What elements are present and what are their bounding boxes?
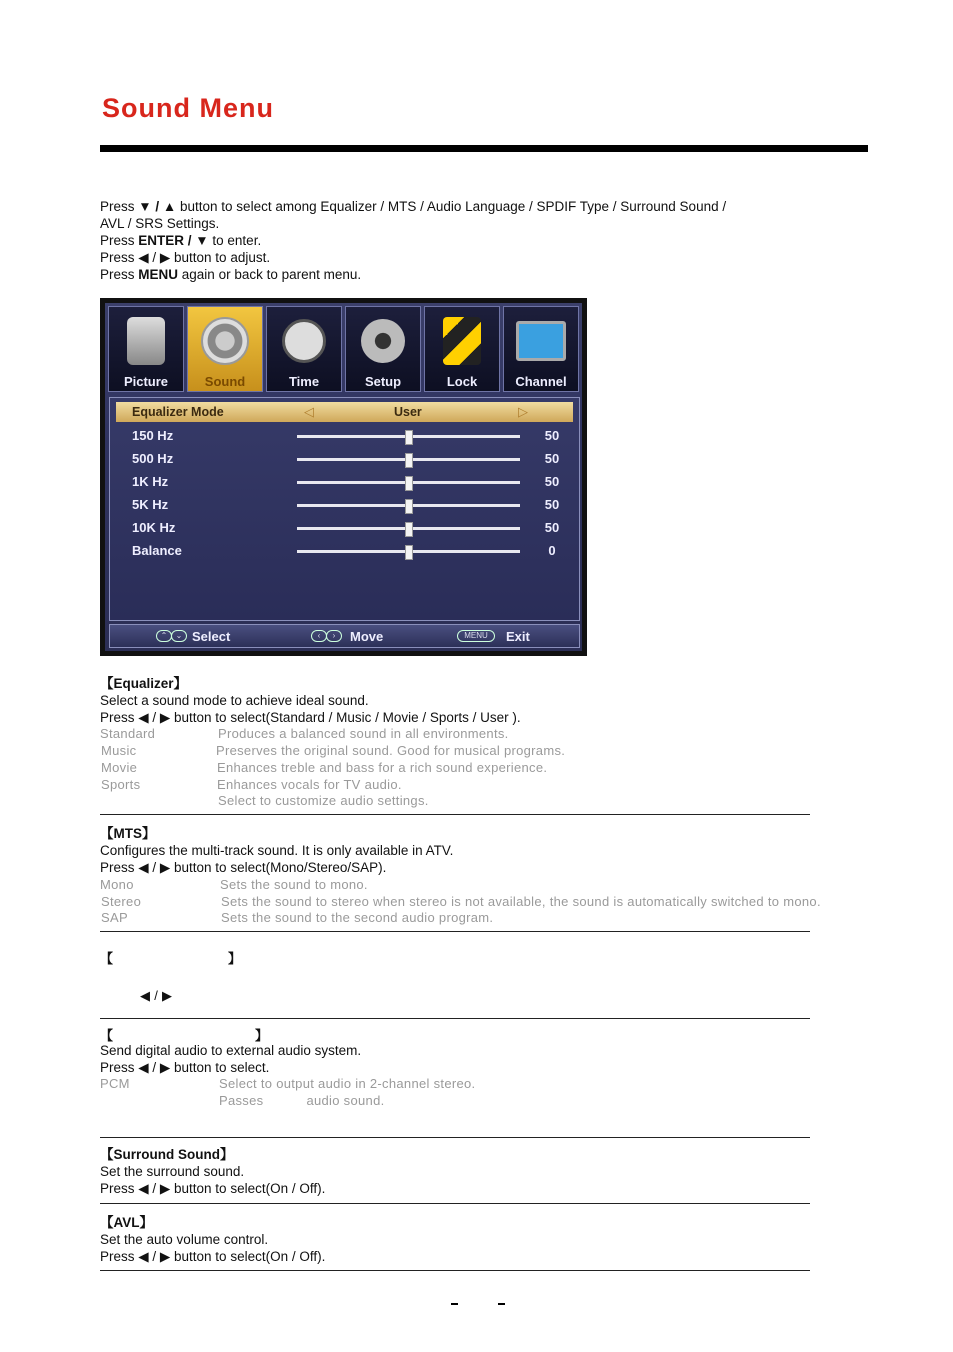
band-slider-thumb[interactable]: [405, 453, 413, 468]
balance-slider-track[interactable]: [297, 550, 520, 553]
band-slider-thumb[interactable]: [405, 430, 413, 445]
section-heading: 【AVL】: [100, 1215, 153, 1230]
up-down-icon: ⌃: [156, 630, 172, 642]
chevron-left-icon[interactable]: ◁: [304, 404, 314, 419]
chevron-right-icon[interactable]: ▷: [518, 404, 528, 419]
intro-instructions: [100, 198, 726, 283]
page-number-dash: [451, 1303, 458, 1305]
camcorder-icon: [127, 317, 165, 365]
menu-tab-bar: [108, 306, 579, 392]
balance-row[interactable]: Balance 0: [132, 543, 556, 558]
intro-line-5: Press MENU again or back to parent menu.: [100, 267, 362, 282]
section-heading: 【Equalizer】: [100, 676, 188, 691]
band-slider-track[interactable]: [297, 504, 520, 507]
band-slider-thumb[interactable]: [405, 476, 413, 491]
band-slider-track[interactable]: [297, 481, 520, 484]
section-bracket-open: 【: [100, 1028, 114, 1043]
tv-screen: [105, 303, 582, 651]
band-row[interactable]: 150 Hz 50: [132, 428, 560, 443]
option-name: SAP: [101, 910, 128, 925]
option-name: Music: [101, 743, 137, 758]
option-desc: Select to customize audio settings.: [218, 793, 429, 808]
arrow-keys-hint: ◀ / ▶: [140, 988, 173, 1003]
tab-picture[interactable]: Picture: [108, 306, 184, 392]
option-desc: Produces a balanced sound in all environments.: [218, 726, 509, 741]
tab-setup[interactable]: Setup: [345, 306, 421, 392]
section-heading: 【MTS】: [100, 826, 156, 841]
option-desc: Preserves the original sound. Good for musical programs.: [216, 743, 566, 758]
tab-lock[interactable]: Lock: [424, 306, 500, 392]
spdif-section: Send digital audio to external audio system. Press ◀ / ▶ button to select.: [100, 1043, 362, 1075]
avl-section: 【AVL】 Set the auto volume control. Press ◀ / ▶ button to select(On / Off).: [100, 1215, 326, 1264]
section-heading: 【Surround Sound】: [100, 1147, 234, 1162]
band-slider-track[interactable]: [297, 435, 520, 438]
padlock-icon: [443, 317, 481, 365]
section-divider: [100, 1270, 810, 1271]
section-divider: [100, 814, 810, 815]
menu-footer-hints: ⌃ ⌄ Select ‹ › Move MENU Exit: [109, 624, 580, 648]
option-desc: Sets the sound to the second audio program.: [221, 910, 494, 925]
option-desc: Passes audio sound.: [219, 1093, 385, 1108]
tv-menu-screenshot: [100, 298, 587, 656]
left-right-icon: ›: [326, 630, 342, 642]
surround-sound-section: 【Surround Sound】 Set the surround sound. Press ◀ / ▶ button to select(On / Off).: [100, 1147, 326, 1196]
intro-line-3: Press ENTER / ▼ to enter.: [100, 233, 262, 248]
option-name: Movie: [101, 760, 138, 775]
option-name: Mono: [100, 877, 134, 892]
equalizer-section: 【Equalizer】 Select a sound mode to achieve ideal sound. Press ◀ / ▶ button to select(Standard / Music / Movie / Sports / User ).: [100, 676, 521, 725]
option-name: Standard: [100, 726, 156, 741]
option-name: Stereo: [101, 894, 142, 909]
section-bracket-open: 【: [100, 951, 114, 966]
option-desc: Enhances vocals for TV audio.: [217, 777, 402, 792]
gear-tools-icon: [361, 319, 405, 363]
band-row[interactable]: 5K Hz 50: [132, 497, 560, 512]
band-row[interactable]: 1K Hz 50: [132, 474, 560, 489]
clock-icon: [282, 319, 326, 363]
section-divider: [100, 1137, 810, 1138]
option-name: Sports: [101, 777, 141, 792]
option-desc: Enhances treble and bass for a rich sound experience.: [217, 760, 548, 775]
equalizer-mode-row[interactable]: Equalizer Mode ◁ User ▷: [116, 402, 573, 422]
band-row[interactable]: 10K Hz 50: [132, 520, 560, 535]
page-title: Sound Menu: [102, 93, 274, 123]
title-divider: [100, 145, 868, 152]
band-slider-thumb[interactable]: [405, 499, 413, 514]
sound-settings-panel: [109, 397, 580, 621]
tab-sound[interactable]: Sound: [187, 306, 263, 392]
mts-section: 【MTS】 Configures the multi-track sound. It is only available in ATV. Press ◀ / ▶ button to select(Mono/Stereo/SAP).: [100, 826, 454, 875]
section-divider: [100, 931, 810, 932]
page-number-dash: [498, 1303, 505, 1305]
band-slider-thumb[interactable]: [405, 522, 413, 537]
intro-line-4: Press ◀ / ▶ button to adjust.: [100, 250, 271, 265]
option-desc: Select to output audio in 2-channel stereo.: [219, 1076, 476, 1091]
up-down-icon: ⌄: [171, 630, 187, 642]
option-desc: Sets the sound to mono.: [220, 877, 368, 892]
menu-button-icon: MENU: [457, 630, 495, 642]
speaker-music-icon: [201, 317, 249, 365]
satellite-tv-icon: [516, 321, 566, 361]
intro-line-2: AVL / SRS Settings.: [100, 216, 220, 231]
intro-line-1: Press ▼ / ▲ button to select among Equalizer / MTS / Audio Language / SPDIF Type / Surround Sound /: [100, 199, 727, 214]
option-name: PCM: [100, 1076, 130, 1091]
section-divider: [100, 1203, 810, 1204]
band-slider-track[interactable]: [297, 458, 520, 461]
section-bracket-close: 】: [255, 1028, 269, 1043]
balance-slider-thumb[interactable]: [405, 545, 413, 560]
tab-time[interactable]: Time: [266, 306, 342, 392]
band-slider-track[interactable]: [297, 527, 520, 530]
band-row[interactable]: 500 Hz 50: [132, 451, 560, 466]
section-divider: [100, 1018, 810, 1019]
tab-channel[interactable]: Channel: [503, 306, 579, 392]
left-right-icon: ‹: [311, 630, 327, 642]
section-bracket-close: 】: [228, 951, 242, 966]
option-desc: Sets the sound to stereo when stereo is not available, the sound is automatically switched to mono.: [221, 894, 821, 909]
